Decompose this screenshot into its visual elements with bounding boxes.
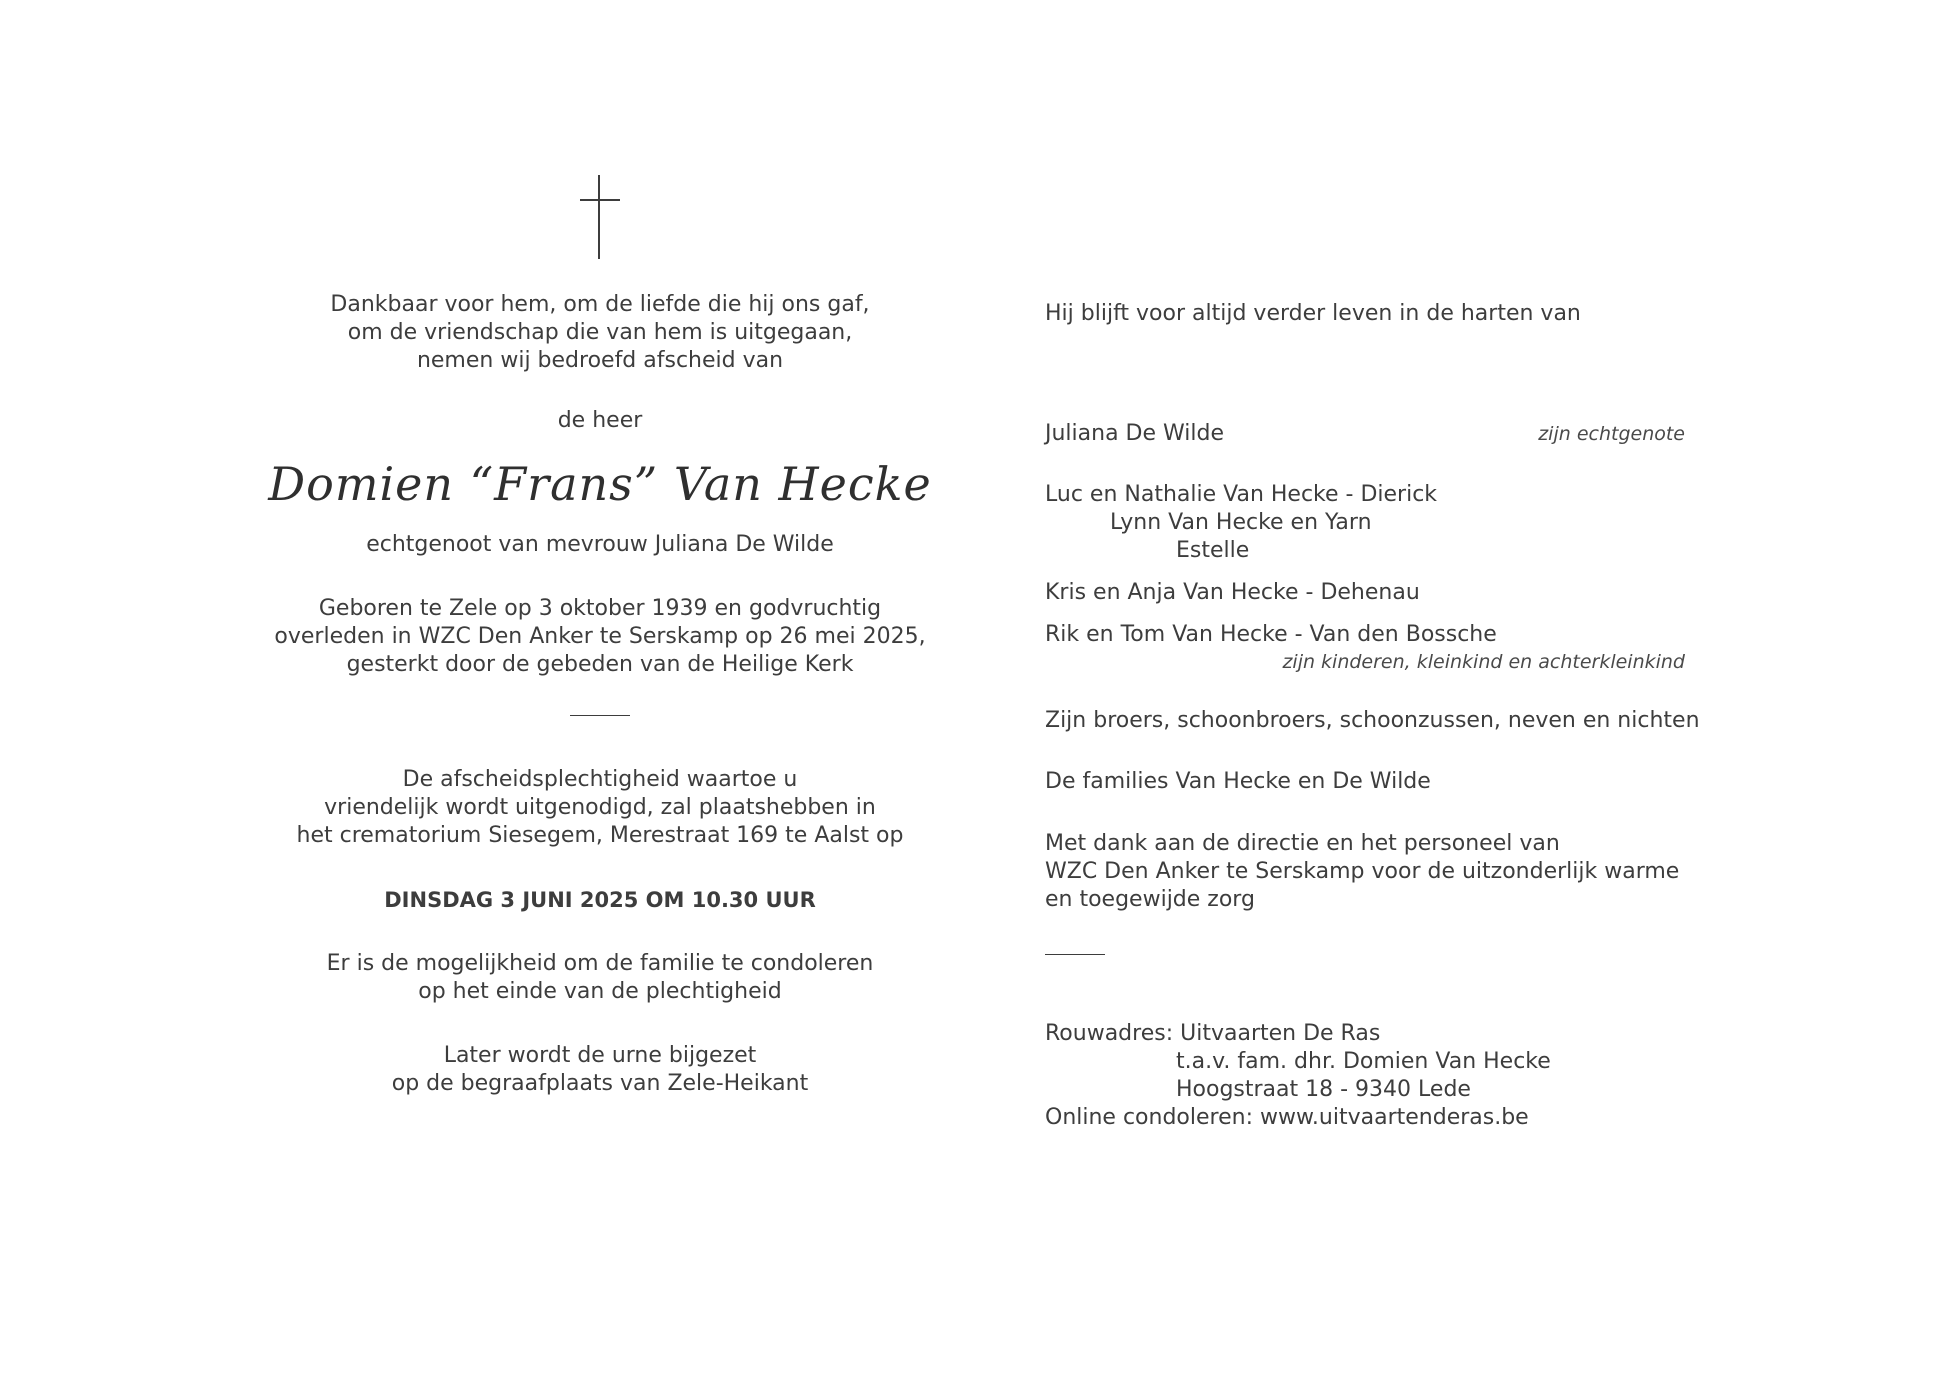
spouse-row — [1045, 420, 1685, 448]
families-line: De families Van Hecke en De Wilde — [1045, 769, 1431, 794]
divider — [1045, 954, 1105, 955]
grandchild: Lynn Van Hecke en Yarn — [1110, 510, 1372, 535]
address-line-2: t.a.v. fam. dhr. Domien Van Hecke — [1176, 1049, 1551, 1074]
thanks-line: Met dank aan de directie en het personeel van — [1045, 831, 1560, 856]
right-column — [1045, 300, 1700, 1132]
address-label: Rouwadres: — [1045, 1021, 1174, 1046]
intro-line: Dankbaar voor hem, om de liefde die hij ons gaf, — [330, 292, 870, 317]
intro-line: om de vriendschap die van hem is uitgegaan, — [347, 320, 853, 345]
ceremony-date: DINSDAG 3 JUNI 2025 OM 10.30 UUR — [384, 888, 816, 912]
condolence-line: op het einde van de plechtigheid — [418, 979, 782, 1004]
children-block — [1045, 481, 1685, 675]
child-family: Rik en Tom Van Hecke - Van den Bossche — [1045, 622, 1497, 647]
siblings-line: Zijn broers, schoonbroers, schoonzussen, neven en nichten — [1045, 708, 1700, 733]
thanks-line: WZC Den Anker te Serskamp voor de uitzonderlijk warme — [1045, 859, 1680, 884]
thanks-line: en toegewijde zorg — [1045, 887, 1255, 912]
spouse-relation: zijn echtgenote — [1538, 423, 1685, 445]
child-family: Kris en Anja Van Hecke - Dehenau — [1045, 580, 1420, 605]
family-heading: Hij blijft voor altijd verder leven in de harten van — [1045, 301, 1581, 326]
intro-text — [225, 291, 975, 375]
ceremony-text — [225, 766, 975, 850]
birth-line: gesterkt door de gebeden van de Heilige Kerk — [346, 652, 854, 677]
spouse-line: echtgenoot van mevrouw Juliana De Wilde — [366, 532, 834, 557]
condolence-line: Er is de mogelijkheid om de familie te condoleren — [326, 951, 874, 976]
spouse-name: Juliana De Wilde — [1045, 421, 1225, 446]
address-line-3: Hoogstraat 18 - 9340 Lede — [1176, 1077, 1471, 1102]
address-block — [1045, 1020, 1685, 1132]
address-line-1 — [1045, 1020, 1685, 1048]
great-grandchild: Estelle — [1176, 538, 1250, 563]
children-relation: zijn kinderen, kleinkind en achterkleinkind — [1282, 651, 1685, 673]
intro-line: nemen wij bedroefd afscheid van — [416, 348, 784, 373]
urn-line: Later wordt de urne bijgezet — [443, 1043, 757, 1068]
condolence-text — [225, 950, 975, 1006]
address-value: Uitvaarten De Ras — [1180, 1021, 1381, 1046]
urn-text — [225, 1042, 975, 1098]
birth-line: Geboren te Zele op 3 oktober 1939 en godvruchtig — [318, 596, 882, 621]
divider — [570, 715, 630, 716]
cross-icon — [580, 175, 620, 259]
ceremony-line: vriendelijk wordt uitgenodigd, zal plaatshebben in — [324, 795, 876, 820]
honorific: de heer — [557, 408, 643, 433]
thanks-text — [1045, 830, 1685, 914]
urn-line: op de begraafplaats van Zele-Heikant — [391, 1071, 809, 1096]
birth-death-text — [225, 595, 975, 679]
deceased-name: Domien “Frans” Van Hecke — [268, 457, 932, 511]
child-family: Luc en Nathalie Van Hecke - Dierick — [1045, 482, 1438, 507]
ceremony-line: het crematorium Siesegem, Merestraat 169 te Aalst op — [296, 823, 904, 848]
left-column — [225, 175, 975, 1098]
online-condolence: Online condoleren: www.uitvaartenderas.be — [1045, 1105, 1529, 1130]
ceremony-line: De afscheidsplechtigheid waartoe u — [402, 767, 798, 792]
birth-line: overleden in WZC Den Anker te Serskamp op 26 mei 2025, — [274, 624, 926, 649]
